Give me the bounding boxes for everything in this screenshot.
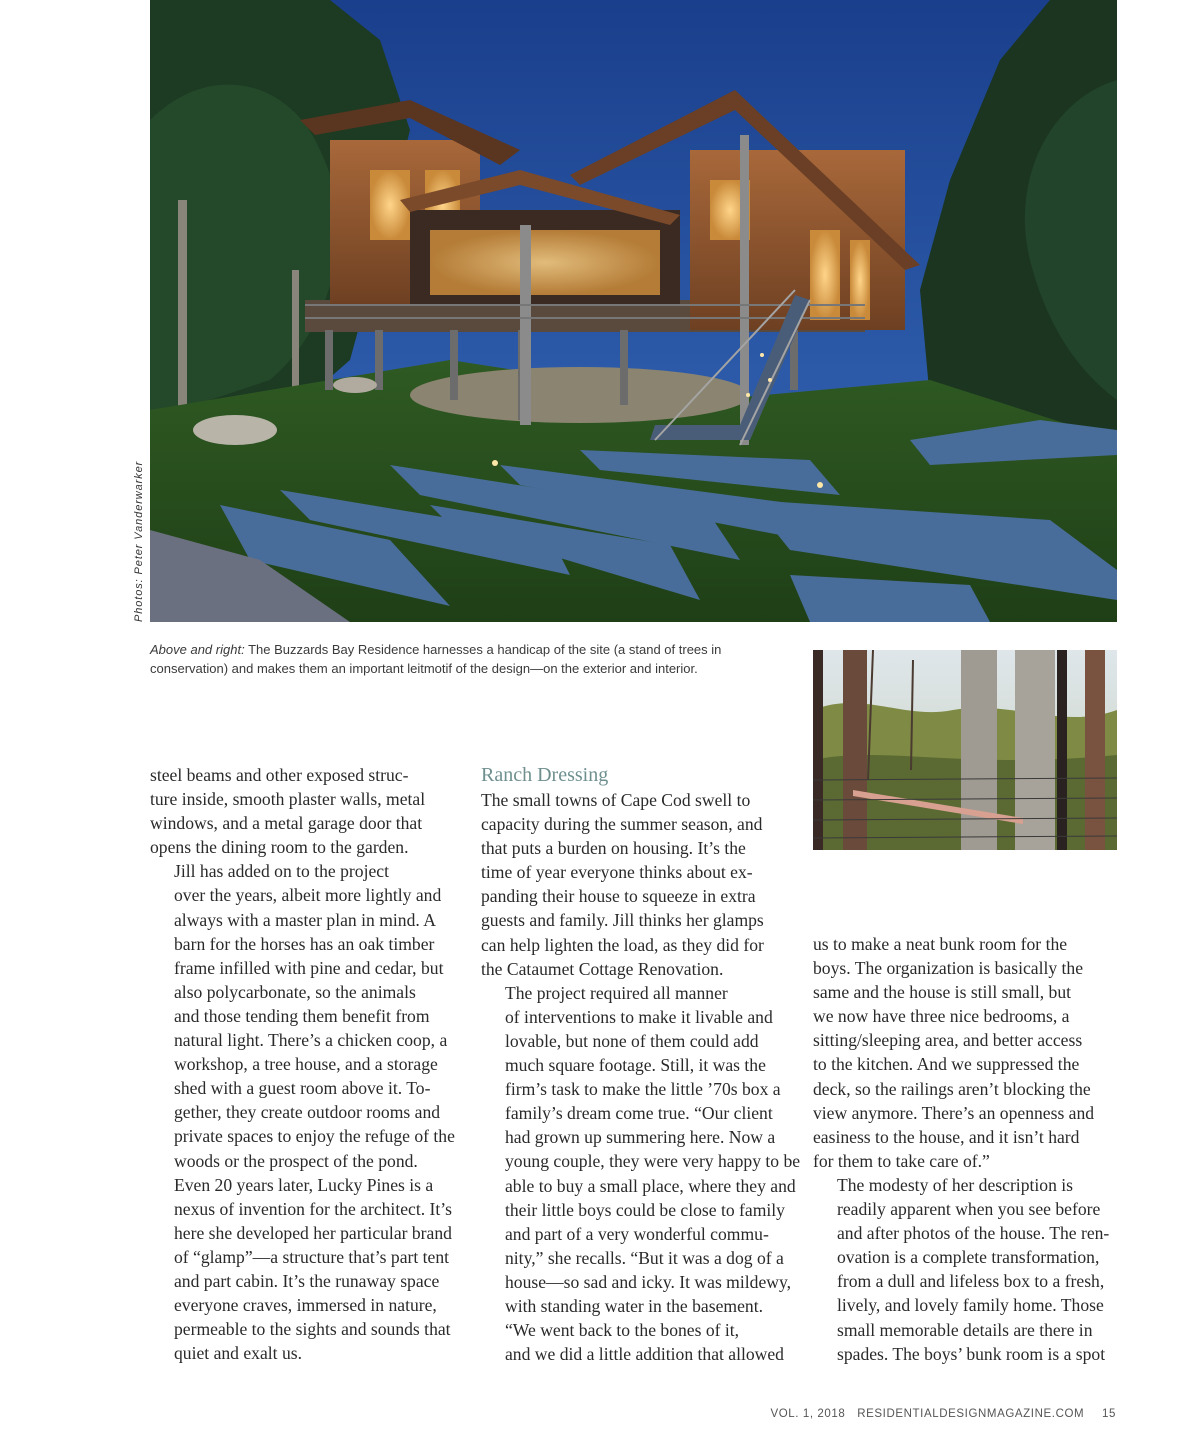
text-line: we now have three nice bedrooms, a (813, 1006, 1070, 1027)
text-line: natural light. There’s a chicken coop, a (174, 1030, 448, 1051)
column3-paragraph-2 (813, 1173, 1117, 1366)
text-line: Even 20 years later, Lucky Pines is a (174, 1174, 434, 1195)
section-heading: Ranch Dressing (481, 764, 609, 786)
text-line: easiness to the house, and it isn’t hard (813, 1126, 1080, 1147)
text-line: deck, so the railings aren’t blocking the (813, 1078, 1091, 1099)
footer-site: RESIDENTIALDESIGNMAGAZINE.COM (857, 1408, 1085, 1420)
column2-paragraph-1 (481, 788, 787, 981)
article-column-3 (813, 932, 1117, 1366)
text-line: nity,” she recalls. “But it was a dog of a (505, 1247, 784, 1268)
text-line: their little boys could be close to family (505, 1199, 785, 1220)
article-column-1 (150, 763, 455, 1365)
text-line: The modesty of her description is (837, 1174, 1073, 1195)
text-line: over the years, albeit more lightly and (174, 885, 442, 906)
text-line: small memorable details are there in (837, 1319, 1093, 1340)
caption-lead: Above and right: (150, 642, 245, 657)
column1-paragraph-1 (150, 763, 455, 859)
text-line: private spaces to enjoy the refuge of the (174, 1126, 455, 1147)
text-line: had grown up summering here. Now a (505, 1127, 776, 1148)
text-line: able to buy a small place, where they and (505, 1175, 796, 1196)
footer-volume: VOL. 1, 2018 (770, 1408, 846, 1420)
text-line: ture inside, smooth plaster walls, metal (150, 789, 426, 810)
hero-photo (150, 0, 1117, 622)
text-line: can help lighten the load, as they did for (481, 934, 764, 955)
text-line: nexus of invention for the architect. It’s (174, 1198, 452, 1219)
text-line: and those tending them benefit from (174, 1005, 430, 1026)
text-line: and we did a little addition that allowed (505, 1344, 784, 1365)
text-line: firm’s task to make the little ’70s box a (505, 1079, 781, 1100)
photo-credit: Photos: Peter Vanderwarker (133, 460, 145, 622)
text-line: permeable to the sights and sounds that (174, 1319, 451, 1340)
text-line: and part of a very wonderful commu- (505, 1223, 769, 1244)
page-footer (762, 1408, 1116, 1420)
caption-text: The Buzzards Bay Residence harnesses a handicap of the site (a stand of trees in conservation) and makes them an important leitmotif of the design—on the exterior and interior. (150, 642, 722, 676)
column1-paragraph-3 (150, 1173, 455, 1366)
text-line: windows, and a metal garage door that (150, 813, 423, 834)
text-line: for them to take care of.” (813, 1150, 990, 1171)
text-line: spades. The boys’ bunk room is a spot (837, 1343, 1106, 1364)
text-line: “We went back to the bones of it, (505, 1320, 740, 1341)
text-line: always with a master plan in mind. A (174, 909, 436, 930)
text-line: everyone craves, immersed in nature, (174, 1295, 437, 1316)
page-number: 15 (1102, 1408, 1116, 1420)
text-line: capacity during the summer season, and (481, 814, 763, 835)
detail-photo (813, 650, 1117, 850)
text-line: same and the house is still small, but (813, 982, 1072, 1003)
article-column-2 (481, 763, 801, 1366)
text-line: quiet and exalt us. (174, 1343, 303, 1364)
photo-caption (150, 640, 780, 678)
text-line: house—so sad and icky. It was mildewy, (505, 1271, 792, 1292)
text-line: of “glamp”—a structure that’s part tent (174, 1246, 450, 1267)
text-line: from a dull and lifeless box to a fresh, (837, 1271, 1105, 1292)
column1-paragraph-2 (150, 859, 455, 1172)
text-line: gether, they create outdoor rooms and (174, 1102, 441, 1123)
text-line: lively, and lovely family home. Those (837, 1295, 1104, 1316)
text-line: Jill has added on to the project (174, 861, 389, 882)
text-line: lovable, but none of them could add (505, 1030, 759, 1051)
text-line: view anymore. There’s an openness and (813, 1102, 1095, 1123)
text-line: sitting/sleeping area, and better access (813, 1030, 1083, 1051)
text-line: opens the dining room to the garden. (150, 837, 409, 858)
column3-paragraph-1 (813, 932, 1117, 1173)
text-line: of interventions to make it livable and (505, 1006, 773, 1027)
text-line: panding their house to squeeze in extra (481, 886, 756, 907)
text-line: and after photos of the house. The ren- (837, 1223, 1110, 1244)
text-line: that puts a burden on housing. It’s the (481, 838, 746, 859)
text-line: The project required all manner (505, 982, 728, 1003)
text-line: here she developed her particular brand (174, 1222, 452, 1243)
text-line: guests and family. Jill thinks her glamps (481, 910, 764, 931)
text-line: readily apparent when you see before (837, 1199, 1101, 1220)
text-line: shed with a guest room above it. To- (174, 1078, 431, 1099)
column2-paragraph-3 (481, 1318, 787, 1366)
text-line: boys. The organization is basically the (813, 958, 1084, 979)
text-line: us to make a neat bunk room for the (813, 934, 1068, 954)
text-line: and part cabin. It’s the runaway space (174, 1270, 440, 1291)
text-line: to the kitchen. And we suppressed the (813, 1054, 1080, 1075)
text-line: family’s dream come true. “Our client (505, 1103, 773, 1124)
text-line: workshop, a tree house, and a storage (174, 1054, 438, 1075)
text-line: frame infilled with pine and cedar, but (174, 957, 444, 978)
text-line: also polycarbonate, so the animals (174, 981, 416, 1002)
text-line: steel beams and other exposed struc- (150, 765, 409, 785)
text-line: with standing water in the basement. (505, 1295, 763, 1316)
text-line: time of year everyone thinks about ex- (481, 862, 753, 883)
column2-paragraph-2 (481, 981, 801, 1318)
text-line: woods or the prospect of the pond. (174, 1150, 418, 1171)
text-line: barn for the horses has an oak timber (174, 933, 435, 954)
text-line: young couple, they were very happy to be (505, 1151, 801, 1172)
text-line: much square footage. Still, it was the (505, 1055, 766, 1076)
text-line: the Cataumet Cottage Renovation. (481, 958, 724, 979)
text-line: The small towns of Cape Cod swell to (481, 790, 751, 810)
text-line: ovation is a complete transformation, (837, 1247, 1100, 1268)
